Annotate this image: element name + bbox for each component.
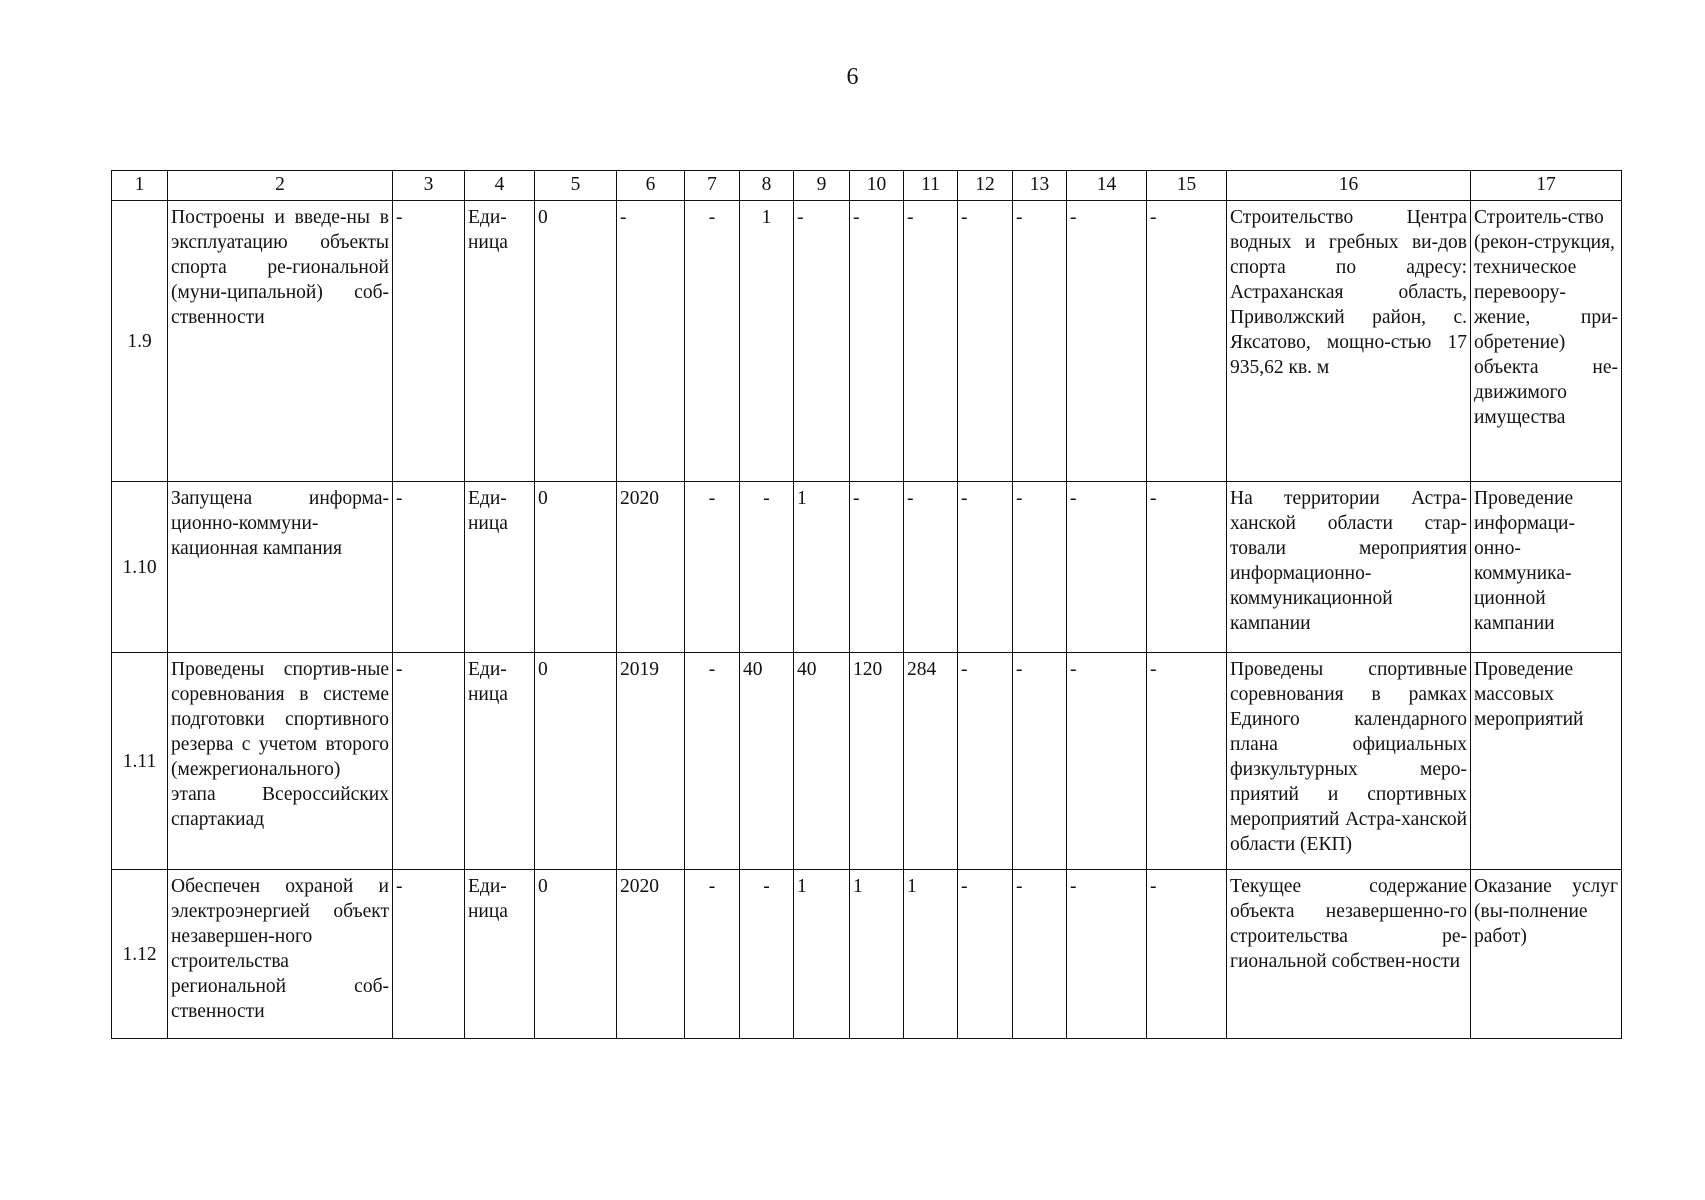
table-cell: -: [1013, 653, 1067, 870]
table-cell: -: [904, 201, 958, 482]
header-cell: 17: [1471, 171, 1622, 201]
table-row: [112, 482, 1622, 653]
header-cell: 12: [958, 171, 1013, 201]
table-cell: -: [1067, 482, 1147, 653]
table-row: [112, 870, 1622, 1039]
table-cell: -: [393, 482, 465, 653]
table-row: [112, 201, 1622, 482]
table-cell: 1: [794, 482, 850, 653]
table-cell: 0: [535, 870, 617, 1039]
table-cell: 284: [904, 653, 958, 870]
header-cell: 6: [617, 171, 685, 201]
table-cell: -: [1013, 201, 1067, 482]
table-cell: -: [794, 201, 850, 482]
result-description: Проведены спортивные соревнования в рамках Единого календарного плана официальных физкультурных меро-приятий и спортивных мероприятий Астра-ханской области (ЕКП): [1227, 653, 1471, 870]
result-type: Оказание услуг (вы-полнение работ): [1471, 870, 1622, 1039]
table-cell: 2020: [617, 870, 685, 1039]
table-cell: -: [850, 482, 904, 653]
row-number: 1.11: [112, 653, 168, 870]
page-number: 6: [846, 64, 859, 90]
table-cell: 0: [535, 201, 617, 482]
result-description: Строительство Центра водных и гребных ви-дов спорта по адресу: Астраханская область, Приволжский район, с. Яксатово, мощно-стью 17 935,62 кв. м: [1227, 201, 1471, 482]
result-type: Строитель-ство (рекон-струкция, техническое перевоору-жение, при-обретение) объекта не-движимого имущества: [1471, 201, 1622, 482]
indicator-table: [111, 170, 1622, 1039]
table-cell: -: [958, 653, 1013, 870]
table-cell: -: [958, 201, 1013, 482]
table-cell: -: [685, 201, 740, 482]
indicator-name: Построены и введе-ны в эксплуатацию объекты спорта ре-гиональной (муни-ципальной) соб-ственности: [168, 201, 393, 482]
table-cell: 120: [850, 653, 904, 870]
header-cell: 1: [112, 171, 168, 201]
table-cell: 1: [904, 870, 958, 1039]
table-cell: -: [617, 201, 685, 482]
header-cell: 10: [850, 171, 904, 201]
table-row: [112, 653, 1622, 870]
unit-cell: Еди-ница: [465, 653, 535, 870]
table-cell: 2020: [617, 482, 685, 653]
table-cell: 40: [740, 653, 794, 870]
table-cell: -: [685, 653, 740, 870]
header-cell: 15: [1147, 171, 1227, 201]
header-cell: 2: [168, 171, 393, 201]
header-cell: 14: [1067, 171, 1147, 201]
indicator-name: Запущена информа-ционно-коммуни-кационная кампания: [168, 482, 393, 653]
table-cell: 0: [535, 653, 617, 870]
unit-cell: Еди-ница: [465, 482, 535, 653]
row-number: 1.12: [112, 870, 168, 1039]
table-cell: -: [1147, 201, 1227, 482]
table-cell: -: [1147, 653, 1227, 870]
unit-cell: Еди-ница: [465, 201, 535, 482]
table-cell: 0: [535, 482, 617, 653]
table-cell: -: [393, 653, 465, 870]
table-cell: -: [958, 482, 1013, 653]
table-cell: -: [1067, 653, 1147, 870]
table-cell: -: [1013, 870, 1067, 1039]
result-description: На территории Астра-ханской области стар-товали мероприятия информационно-коммуникационной кампании: [1227, 482, 1471, 653]
header-cell: 13: [1013, 171, 1067, 201]
table-cell: -: [958, 870, 1013, 1039]
table-cell: -: [740, 482, 794, 653]
table-cell: -: [1147, 870, 1227, 1039]
table-cell: -: [393, 201, 465, 482]
indicator-name: Обеспечен охраной и электроэнергией объект незавершен-ного строительства региональной соб-ственности: [168, 870, 393, 1039]
table-cell: -: [740, 870, 794, 1039]
header-cell: 16: [1227, 171, 1471, 201]
table-cell: -: [685, 870, 740, 1039]
table-cell: -: [1067, 870, 1147, 1039]
indicator-name: Проведены спортив-ные соревнования в системе подготовки спортивного резерва с учетом второго (межрегионального) этапа Всероссийских спартакиад: [168, 653, 393, 870]
header-cell: 7: [685, 171, 740, 201]
table-cell: -: [850, 201, 904, 482]
table-cell: -: [685, 482, 740, 653]
header-cell: 4: [465, 171, 535, 201]
table-cell: 1: [850, 870, 904, 1039]
row-number: 1.9: [112, 201, 168, 482]
header-cell: 5: [535, 171, 617, 201]
result-description: Текущее содержание объекта незавершенно-го строительства ре-гиональной собствен-ности: [1227, 870, 1471, 1039]
table-cell: -: [393, 870, 465, 1039]
table-cell: 1: [794, 870, 850, 1039]
table-header-row: [112, 171, 1622, 201]
table-cell: -: [1147, 482, 1227, 653]
header-cell: 3: [393, 171, 465, 201]
table-cell: 2019: [617, 653, 685, 870]
header-cell: 8: [740, 171, 794, 201]
unit-cell: Еди-ница: [465, 870, 535, 1039]
table-cell: 1: [740, 201, 794, 482]
header-cell: 9: [794, 171, 850, 201]
result-type: Проведение информаци-онно-коммуника-ционной кампании: [1471, 482, 1622, 653]
row-number: 1.10: [112, 482, 168, 653]
result-type: Проведение массовых мероприятий: [1471, 653, 1622, 870]
table-cell: 40: [794, 653, 850, 870]
header-cell: 11: [904, 171, 958, 201]
table-cell: -: [1067, 201, 1147, 482]
table-cell: -: [904, 482, 958, 653]
table-cell: -: [1013, 482, 1067, 653]
